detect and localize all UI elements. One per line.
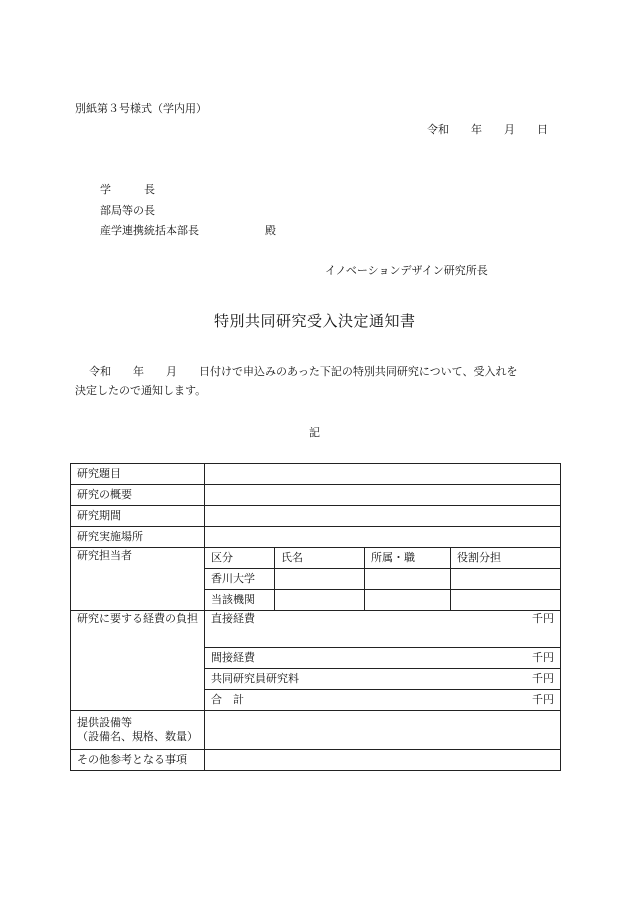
value-location[interactable]	[205, 527, 561, 548]
sender: イノベーションデザイン研究所長	[325, 264, 488, 277]
label-staff: 研究担当者	[71, 548, 205, 611]
row-research-title	[71, 464, 561, 485]
body-line-2: 決定したので通知します。	[75, 384, 207, 397]
partner-name[interactable]	[275, 590, 365, 611]
total-cell[interactable]	[205, 690, 561, 711]
addressee-industry-head: 産学連携統括本部長	[100, 224, 199, 237]
kagawa-name[interactable]	[275, 569, 365, 590]
researcher-fee-cell[interactable]	[205, 669, 561, 690]
value-overview[interactable]	[205, 485, 561, 506]
label-overview: 研究の概要	[71, 485, 205, 506]
form-number: 別紙第３号様式（学内用）	[75, 102, 207, 115]
addressee-president: 学 長	[100, 183, 155, 196]
indirect-cost-cell[interactable]	[205, 648, 561, 669]
label-cost: 研究に要する経費の負担	[71, 611, 205, 711]
row-location	[71, 527, 561, 548]
equipment-line-1: 提供設備等	[77, 716, 132, 729]
label-researcher-fee: 共同研究員研究料	[211, 672, 299, 685]
direct-cost-cell[interactable]	[205, 611, 561, 648]
body-line-1: 令和 年 月 日付けで申込みのあった下記の特別共同研究について、受入れを	[89, 365, 518, 378]
label-research-title: 研究題目	[71, 464, 205, 485]
addressee-dept-head: 部局等の長	[100, 204, 155, 217]
header-category: 区分	[205, 548, 275, 569]
header-name: 氏名	[275, 548, 365, 569]
row-period	[71, 506, 561, 527]
unit-direct: 千円	[532, 612, 554, 625]
partner-affiliation[interactable]	[365, 590, 451, 611]
row-direct-cost	[71, 611, 561, 648]
unit-total: 千円	[532, 693, 554, 706]
label-period: 研究期間	[71, 506, 205, 527]
header-role: 役割分担	[451, 548, 561, 569]
label-location: 研究実施場所	[71, 527, 205, 548]
unit-fee: 千円	[532, 672, 554, 685]
header-affiliation: 所属・職	[365, 548, 451, 569]
row-equipment	[71, 711, 561, 750]
label-indirect-cost: 間接経費	[211, 651, 255, 664]
research-table	[70, 463, 561, 771]
row-staff-header	[71, 548, 561, 569]
ki-heading: 記	[309, 426, 320, 439]
value-research-title[interactable]	[205, 464, 561, 485]
category-partner: 当該機関	[205, 590, 275, 611]
value-period[interactable]	[205, 506, 561, 527]
value-equipment[interactable]	[205, 711, 561, 750]
date-line: 令和 年 月 日	[427, 123, 548, 136]
kagawa-affiliation[interactable]	[365, 569, 451, 590]
label-equipment	[71, 711, 205, 750]
label-total: 合 計	[211, 693, 244, 706]
value-other[interactable]	[205, 750, 561, 771]
document-title: 特別共同研究受入決定通知書	[214, 312, 416, 330]
row-other	[71, 750, 561, 771]
addressee-honorific: 殿	[265, 224, 276, 237]
label-other: その他参考となる事項	[71, 750, 205, 771]
equipment-line-2: （設備名、規格、数量）	[77, 730, 198, 743]
category-kagawa: 香川大学	[205, 569, 275, 590]
label-direct-cost: 直接経費	[211, 612, 255, 625]
row-overview	[71, 485, 561, 506]
unit-indirect: 千円	[532, 651, 554, 664]
partner-role[interactable]	[451, 590, 561, 611]
kagawa-role[interactable]	[451, 569, 561, 590]
